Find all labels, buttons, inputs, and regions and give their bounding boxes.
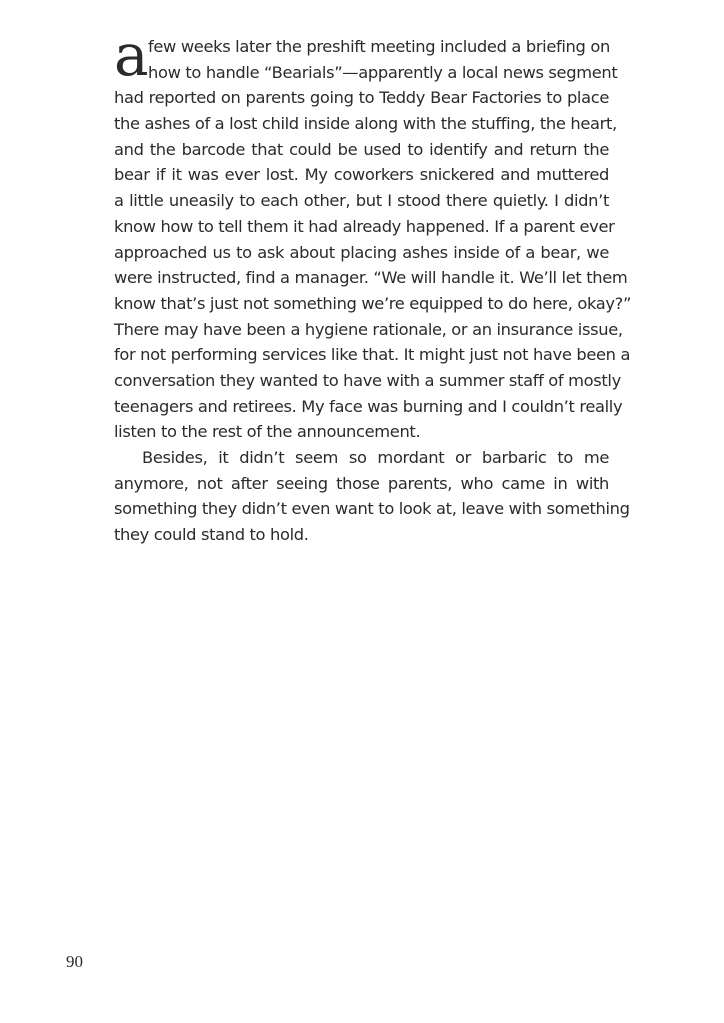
paragraph-2-line: something they didn’t even want to look at, leave with something (114, 499, 630, 519)
paragraph-1-line: There may have been a hygiene rationale, or an insurance issue, (114, 319, 623, 339)
paragraph-2-line: anymore, not after seeing those parents, who came in with (114, 473, 609, 493)
paragraph-1-line: know how to tell them it had already happened. If a parent ever (114, 216, 615, 236)
paragraph-1-cap-lines (114, 34, 618, 85)
paragraph-1-line: the ashes of a lost child inside along with the stuffing, the heart, (114, 114, 617, 134)
paragraph-1-line: teenagers and retirees. My face was burning and I couldn’t really (114, 396, 623, 416)
body-text (114, 34, 632, 548)
paragraph-1-line: were instructed, find a manager. “We will handle it. We’ll let them (114, 268, 628, 288)
paragraph-1-line: approached us to ask about placing ashes inside of a bear, we (114, 242, 609, 262)
paragraph-1-line: for not performing services like that. It might just not have been a (114, 345, 631, 365)
paragraph-1-line: few weeks later the preshift meeting included a briefing on (148, 37, 610, 56)
paragraph-1-line: bear if it was ever lost. My coworkers snickered and muttered (114, 165, 609, 185)
page-number: 90 (66, 952, 83, 971)
paragraph-1-line: listen to the rest of the announcement. (114, 422, 421, 442)
drop-cap: a (114, 21, 149, 89)
paragraph-1-line: and the barcode that could be used to identify and return the (114, 139, 609, 159)
paragraph-1-line: know that’s just not something we’re equipped to do here, okay?” (114, 293, 632, 313)
paragraph-2-line: Besides, it didn’t seem so mordant or barbaric to me (142, 448, 609, 467)
paragraph-1-line: had reported on parents going to Teddy Bear Factories to place (114, 88, 609, 108)
paragraph-1-line: conversation they wanted to have with a summer staff of mostly (114, 370, 621, 390)
paragraph-1-line: how to handle “Bearials”—apparently a local news segment (148, 62, 618, 82)
paragraph-2 (114, 445, 630, 548)
paragraph-1 (114, 85, 632, 445)
paragraph-1-line: a little uneasily to each other, but I stood there quietly. I didn’t (114, 191, 609, 211)
paragraph-2-line: they could stand to hold. (114, 525, 309, 545)
